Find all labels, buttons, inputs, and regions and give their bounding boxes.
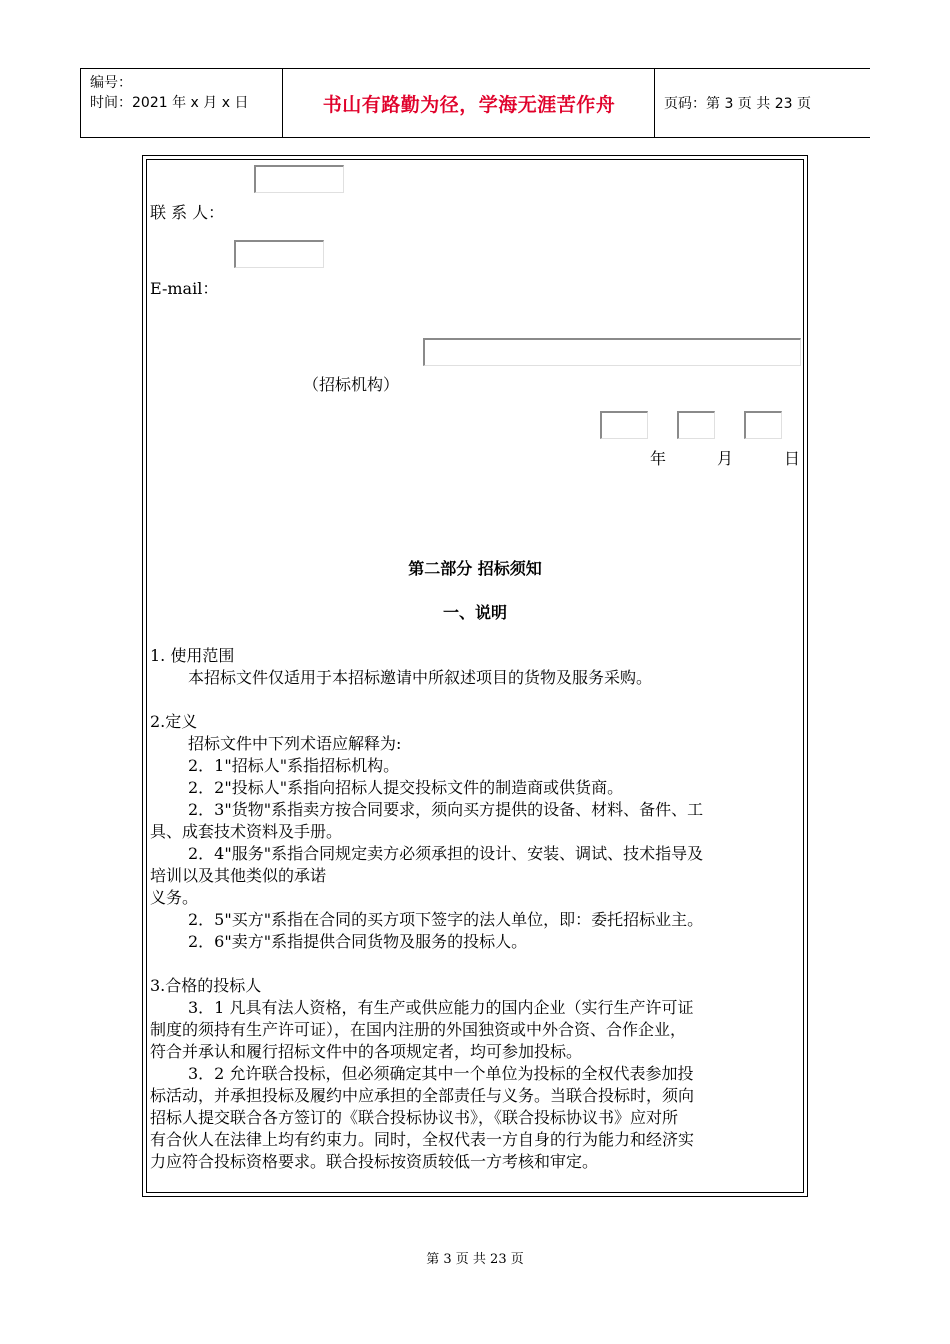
header-divider bbox=[654, 69, 655, 137]
text-line: 力应符合投标资格要求。联合投标按资质较低一方考核和审定。 bbox=[150, 1152, 599, 1171]
text-line: 培训以及其他类似的承诺 bbox=[150, 866, 327, 885]
text-line: 2．4"服务"系指合同规定卖方必须承担的设计、安装、调试、技术指导及 bbox=[188, 844, 704, 863]
header-divider bbox=[282, 69, 283, 137]
text-line: 标活动，并承担投标及履约中应承担的全部责任与义务。当联合投标时，须向 bbox=[150, 1086, 695, 1105]
chapter-title: 一、说明 bbox=[442, 603, 507, 622]
text-line: 招标文件中下列术语应解释为: bbox=[188, 734, 402, 753]
agency-label: （招标机构） bbox=[303, 375, 400, 394]
contact-input[interactable] bbox=[254, 165, 344, 193]
text-line: 义务。 bbox=[150, 888, 199, 907]
agency-input[interactable] bbox=[423, 338, 801, 366]
text-line: 2．5"买方"系指在合同的买方项下签字的法人单位，即：委托招标业主。 bbox=[188, 910, 704, 929]
month-input[interactable] bbox=[677, 411, 715, 439]
header-divider bbox=[80, 69, 81, 137]
day-input[interactable] bbox=[744, 411, 782, 439]
text-line: 3．1 凡具有法人资格，有生产或供应能力的国内企业（实行生产许可证 bbox=[188, 998, 694, 1017]
text-line: 本招标文件仅适用于本招标邀请中所叙述项目的货物及服务采购。 bbox=[188, 668, 653, 687]
contact-label: 联 系 人： bbox=[150, 203, 225, 222]
text-line: 有合伙人在法律上均有约束力。同时，全权代表一方自身的行为能力和经济实 bbox=[150, 1130, 695, 1149]
page-header bbox=[80, 68, 870, 138]
text-line: 2．1"招标人"系指招标机构。 bbox=[188, 756, 400, 775]
header-meta bbox=[90, 73, 248, 113]
text-line: 2．3"货物"系指卖方按合同要求，须向买方提供的设备、材料、备件、工 bbox=[188, 800, 704, 819]
text-line: 招标人提交联合各方签订的《联合投标协议书》，《联合投标协议书》应对所 bbox=[150, 1108, 679, 1127]
text-line: 3．2 允许联合投标，但必须确定其中一个单位为投标的全权代表参加投 bbox=[188, 1064, 694, 1083]
document-number-label: 编号： bbox=[90, 75, 132, 91]
text-line: 3.合格的投标人 bbox=[150, 976, 262, 995]
text-line: 1. 使用范围 bbox=[150, 646, 235, 665]
text-line: 2．2"投标人"系指向招标人提交投标文件的制造商或供货商。 bbox=[188, 778, 624, 797]
text-line: 制度的须持有生产许可证），在国内注册的外国独资或中外合资、合作企业， bbox=[150, 1020, 687, 1039]
text-line: 2.定义 bbox=[150, 712, 198, 731]
day-label: 日 bbox=[784, 449, 801, 468]
email-input[interactable] bbox=[234, 240, 324, 268]
text-line bbox=[150, 953, 802, 975]
year-label: 年 bbox=[650, 449, 667, 468]
year-input[interactable] bbox=[600, 411, 648, 439]
email-label: E-mail： bbox=[150, 279, 219, 298]
text-line: 符合并承认和履行招标文件中的各项规定者，均可参加投标。 bbox=[150, 1042, 583, 1061]
text-line bbox=[150, 689, 802, 711]
document-time-label: 时间：2021 年 x 月 x 日 bbox=[90, 95, 249, 111]
month-label: 月 bbox=[717, 449, 734, 468]
body-text bbox=[150, 645, 802, 1173]
header-page-info: 页码：第 3 页 共 23 页 bbox=[664, 96, 811, 112]
header-motto: 书山有路勤为径，学海无涯苦作舟 bbox=[322, 93, 616, 116]
part-title: 第二部分 招标须知 bbox=[408, 559, 542, 578]
page-footer: 第 3 页 共 23 页 bbox=[426, 1252, 524, 1267]
text-line: 2．6"卖方"系指提供合同货物及服务的投标人。 bbox=[188, 932, 528, 951]
text-line: 具、成套技术资料及手册。 bbox=[150, 822, 343, 841]
